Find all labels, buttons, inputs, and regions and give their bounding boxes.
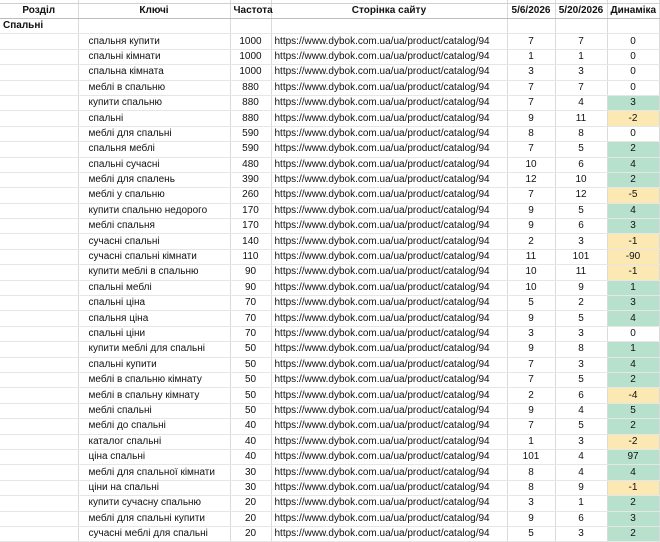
section-cell[interactable] xyxy=(0,265,78,280)
frequency-cell[interactable]: 40 xyxy=(230,419,271,434)
keyword-cell[interactable]: спальні кімнати xyxy=(78,49,230,64)
section-cell[interactable] xyxy=(0,188,78,203)
table-row xyxy=(0,249,659,264)
section-cell[interactable] xyxy=(0,80,78,95)
site-page-cell[interactable]: https://www.dybok.com.ua/ua/product/catalog/94 xyxy=(271,496,507,511)
header-row xyxy=(0,4,659,19)
site-page-cell[interactable]: https://www.dybok.com.ua/ua/product/catalog/94 xyxy=(271,126,507,141)
dynamics-cell[interactable]: 2 xyxy=(607,372,659,387)
table-row xyxy=(0,34,659,49)
table-row xyxy=(0,203,659,218)
dynamics-cell[interactable]: 2 xyxy=(607,419,659,434)
keyword-cell[interactable]: спальні ціна xyxy=(78,296,230,311)
section-cell[interactable] xyxy=(0,234,78,249)
dynamics-cell[interactable]: 4 xyxy=(607,203,659,218)
date-1-position-cell[interactable]: 9 xyxy=(507,511,555,526)
keyword-cell[interactable]: меблі спальні xyxy=(78,403,230,418)
date-2-position-cell[interactable]: 3 xyxy=(555,326,607,341)
section-cell[interactable] xyxy=(0,449,78,464)
section-cell[interactable] xyxy=(0,219,78,234)
date-2-position-cell[interactable]: 8 xyxy=(555,126,607,141)
table-row xyxy=(0,157,659,172)
site-page-cell[interactable]: https://www.dybok.com.ua/ua/product/catalog/94 xyxy=(271,342,507,357)
site-page-cell[interactable]: https://www.dybok.com.ua/ua/product/catalog/94 xyxy=(271,172,507,187)
date-2-position-cell[interactable]: 5 xyxy=(555,372,607,387)
section-cell[interactable] xyxy=(0,311,78,326)
dynamics-cell[interactable]: -1 xyxy=(607,480,659,495)
site-page-cell[interactable]: https://www.dybok.com.ua/ua/product/catalog/94 xyxy=(271,280,507,295)
table-row xyxy=(0,49,659,64)
keyword-cell[interactable]: каталог спальні xyxy=(78,434,230,449)
frequency-cell[interactable]: 70 xyxy=(230,326,271,341)
site-page-cell[interactable]: https://www.dybok.com.ua/ua/product/catalog/94 xyxy=(271,80,507,95)
date-2-position-cell[interactable]: 4 xyxy=(555,95,607,110)
site-page-cell[interactable]: https://www.dybok.com.ua/ua/product/catalog/94 xyxy=(271,219,507,234)
date-2-position-cell[interactable]: 8 xyxy=(555,342,607,357)
section-cell[interactable] xyxy=(0,465,78,480)
site-page-cell[interactable]: https://www.dybok.com.ua/ua/product/catalog/94 xyxy=(271,434,507,449)
dynamics-cell[interactable]: 0 xyxy=(607,65,659,80)
date-2-position-cell[interactable]: 11 xyxy=(555,265,607,280)
header-dynamics[interactable]: Динаміка xyxy=(607,4,659,19)
site-page-cell[interactable]: https://www.dybok.com.ua/ua/product/catalog/94 xyxy=(271,511,507,526)
site-page-cell[interactable]: https://www.dybok.com.ua/ua/product/catalog/94 xyxy=(271,157,507,172)
table-row xyxy=(0,111,659,126)
section-cell[interactable] xyxy=(0,65,78,80)
keyword-cell[interactable]: спальні ціни xyxy=(78,326,230,341)
frequency-cell[interactable]: 590 xyxy=(230,126,271,141)
keyword-cell[interactable]: меблі для спальні xyxy=(78,126,230,141)
date-2-position-cell[interactable]: 10 xyxy=(555,172,607,187)
date-2-position-cell[interactable]: 1 xyxy=(555,496,607,511)
keyword-cell[interactable]: спальня меблі xyxy=(78,142,230,157)
site-page-cell[interactable]: https://www.dybok.com.ua/ua/product/catalog/94 xyxy=(271,357,507,372)
site-page-cell[interactable]: https://www.dybok.com.ua/ua/product/catalog/94 xyxy=(271,142,507,157)
frequency-cell[interactable]: 40 xyxy=(230,434,271,449)
site-page-cell[interactable]: https://www.dybok.com.ua/ua/product/catalog/94 xyxy=(271,403,507,418)
site-page-cell[interactable]: https://www.dybok.com.ua/ua/product/catalog/94 xyxy=(271,65,507,80)
date-1-position-cell[interactable]: 7 xyxy=(507,357,555,372)
date-1-position-cell[interactable]: 3 xyxy=(507,496,555,511)
date-1-position-cell[interactable]: 11 xyxy=(507,249,555,264)
date-2-position-cell[interactable]: 7 xyxy=(555,80,607,95)
section-cell[interactable] xyxy=(0,403,78,418)
keyword-cell[interactable]: купити спальню xyxy=(78,95,230,110)
table-row xyxy=(0,419,659,434)
section-cell[interactable] xyxy=(0,372,78,387)
section-cell[interactable] xyxy=(0,203,78,218)
frequency-cell[interactable]: 880 xyxy=(230,111,271,126)
table-row xyxy=(0,526,659,541)
site-page-cell[interactable]: https://www.dybok.com.ua/ua/product/catalog/94 xyxy=(271,265,507,280)
dynamics-cell[interactable]: 4 xyxy=(607,157,659,172)
frequency-cell[interactable]: 30 xyxy=(230,480,271,495)
date-1-position-cell[interactable]: 3 xyxy=(507,326,555,341)
header-frequency[interactable]: Частота xyxy=(230,4,271,19)
frequency-cell[interactable]: 90 xyxy=(230,280,271,295)
section-label[interactable]: Спальні xyxy=(0,19,78,34)
date-1-position-cell[interactable]: 3 xyxy=(507,65,555,80)
section-cell[interactable] xyxy=(0,111,78,126)
site-page-cell[interactable]: https://www.dybok.com.ua/ua/product/catalog/94 xyxy=(271,188,507,203)
date-2-position-cell[interactable]: 6 xyxy=(555,219,607,234)
section-cell[interactable] xyxy=(0,49,78,64)
frequency-cell[interactable]: 590 xyxy=(230,142,271,157)
keyword-cell[interactable]: спальня купити xyxy=(78,34,230,49)
frequency-cell[interactable]: 110 xyxy=(230,249,271,264)
keyword-cell[interactable]: сучасні спальні кімнати xyxy=(78,249,230,264)
section-cell[interactable] xyxy=(0,480,78,495)
keyword-cell[interactable]: сучасні спальні xyxy=(78,234,230,249)
keyword-cell[interactable]: ціна спальні xyxy=(78,449,230,464)
header-keys[interactable]: Ключі xyxy=(78,4,230,19)
frequency-cell[interactable]: 50 xyxy=(230,372,271,387)
dynamics-cell[interactable]: 2 xyxy=(607,526,659,541)
date-1-position-cell[interactable]: 7 xyxy=(507,419,555,434)
frequency-cell[interactable]: 20 xyxy=(230,511,271,526)
site-page-cell[interactable]: https://www.dybok.com.ua/ua/product/catalog/94 xyxy=(271,203,507,218)
date-2-position-cell[interactable]: 4 xyxy=(555,449,607,464)
date-2-position-cell[interactable]: 5 xyxy=(555,142,607,157)
keyword-cell[interactable]: купити меблі в спальню xyxy=(78,265,230,280)
table-row xyxy=(0,219,659,234)
site-page-cell[interactable]: https://www.dybok.com.ua/ua/product/catalog/94 xyxy=(271,388,507,403)
site-page-cell[interactable]: https://www.dybok.com.ua/ua/product/catalog/94 xyxy=(271,95,507,110)
table-row xyxy=(0,95,659,110)
section-cell[interactable] xyxy=(0,34,78,49)
date-2-position-cell[interactable]: 5 xyxy=(555,203,607,218)
header-site-page[interactable]: Сторінка сайту xyxy=(271,4,507,19)
site-page-cell[interactable]: https://www.dybok.com.ua/ua/product/catalog/94 xyxy=(271,419,507,434)
date-1-position-cell[interactable]: 5 xyxy=(507,296,555,311)
date-2-position-cell[interactable]: 3 xyxy=(555,357,607,372)
keyword-cell[interactable]: меблі в спальню кімнату xyxy=(78,372,230,387)
date-2-position-cell[interactable]: 2 xyxy=(555,296,607,311)
date-1-position-cell[interactable]: 7 xyxy=(507,34,555,49)
keyword-cell[interactable]: купити спальню недорого xyxy=(78,203,230,218)
date-2-position-cell[interactable]: 3 xyxy=(555,434,607,449)
site-page-cell[interactable]: https://www.dybok.com.ua/ua/product/catalog/94 xyxy=(271,249,507,264)
date-2-position-cell[interactable]: 3 xyxy=(555,65,607,80)
dynamics-cell[interactable]: 2 xyxy=(607,142,659,157)
date-1-position-cell[interactable]: 7 xyxy=(507,142,555,157)
date-2-position-cell[interactable]: 4 xyxy=(555,403,607,418)
keyword-cell[interactable]: меблі в спальню xyxy=(78,80,230,95)
dynamics-cell[interactable]: -90 xyxy=(607,249,659,264)
section-cell[interactable] xyxy=(0,95,78,110)
section-cell[interactable] xyxy=(0,172,78,187)
date-2-position-cell[interactable]: 3 xyxy=(555,526,607,541)
table-row xyxy=(0,142,659,157)
frequency-cell[interactable]: 260 xyxy=(230,188,271,203)
frequency-cell[interactable]: 90 xyxy=(230,265,271,280)
section-cell[interactable] xyxy=(0,249,78,264)
section-cell[interactable] xyxy=(0,526,78,541)
header-date-2[interactable]: 5/20/2026 xyxy=(555,4,607,19)
section-cell[interactable] xyxy=(0,388,78,403)
table-row xyxy=(0,234,659,249)
section-cell[interactable] xyxy=(0,496,78,511)
table-row xyxy=(0,80,659,95)
date-1-position-cell[interactable]: 8 xyxy=(507,465,555,480)
frequency-cell[interactable]: 20 xyxy=(230,496,271,511)
dynamics-cell[interactable]: -1 xyxy=(607,234,659,249)
frequency-cell[interactable]: 40 xyxy=(230,449,271,464)
site-page-cell[interactable]: https://www.dybok.com.ua/ua/product/catalog/94 xyxy=(271,449,507,464)
keyword-cell[interactable]: меблі для спалень xyxy=(78,172,230,187)
date-1-position-cell[interactable]: 10 xyxy=(507,265,555,280)
keyword-cell[interactable]: спальна кімната xyxy=(78,65,230,80)
keyword-cell[interactable]: спальні сучасні xyxy=(78,157,230,172)
date-1-position-cell[interactable]: 1 xyxy=(507,434,555,449)
table-row xyxy=(0,342,659,357)
keyword-cell[interactable]: меблі до спальні xyxy=(78,419,230,434)
site-page-cell[interactable]: https://www.dybok.com.ua/ua/product/catalog/94 xyxy=(271,111,507,126)
table-row xyxy=(0,511,659,526)
table-row xyxy=(0,388,659,403)
section-cell[interactable] xyxy=(0,326,78,341)
dynamics-cell[interactable]: 0 xyxy=(607,126,659,141)
keyword-cell[interactable]: меблі для спальні купити xyxy=(78,511,230,526)
keyword-cell[interactable]: меблі для спальної кімнати xyxy=(78,465,230,480)
site-page-cell[interactable]: https://www.dybok.com.ua/ua/product/catalog/94 xyxy=(271,465,507,480)
date-2-position-cell[interactable]: 6 xyxy=(555,511,607,526)
table-row xyxy=(0,296,659,311)
date-2-position-cell[interactable]: 6 xyxy=(555,157,607,172)
table-row xyxy=(0,357,659,372)
dynamics-cell[interactable]: 1 xyxy=(607,342,659,357)
date-1-position-cell[interactable]: 101 xyxy=(507,449,555,464)
section-cell[interactable] xyxy=(0,342,78,357)
site-page-cell[interactable]: https://www.dybok.com.ua/ua/product/catalog/94 xyxy=(271,296,507,311)
dynamics-cell[interactable]: -1 xyxy=(607,265,659,280)
table-row xyxy=(0,188,659,203)
table-row xyxy=(0,265,659,280)
site-page-cell[interactable]: https://www.dybok.com.ua/ua/product/catalog/94 xyxy=(271,234,507,249)
frequency-cell[interactable]: 880 xyxy=(230,80,271,95)
keyword-cell[interactable]: сучасні меблі для спальні xyxy=(78,526,230,541)
dynamics-cell[interactable]: 3 xyxy=(607,511,659,526)
dynamics-cell[interactable]: -4 xyxy=(607,388,659,403)
dynamics-cell[interactable]: 3 xyxy=(607,296,659,311)
dynamics-cell[interactable]: 3 xyxy=(607,219,659,234)
keyword-cell[interactable]: меблі у спальню xyxy=(78,188,230,203)
frequency-cell[interactable]: 50 xyxy=(230,357,271,372)
date-1-position-cell[interactable]: 7 xyxy=(507,95,555,110)
frequency-cell[interactable]: 50 xyxy=(230,388,271,403)
date-2-position-cell[interactable]: 4 xyxy=(555,465,607,480)
date-2-position-cell[interactable]: 1 xyxy=(555,49,607,64)
keyword-cell[interactable]: купити сучасну спальню xyxy=(78,496,230,511)
frequency-cell[interactable]: 170 xyxy=(230,203,271,218)
dynamics-cell[interactable]: 0 xyxy=(607,34,659,49)
frequency-cell[interactable]: 70 xyxy=(230,311,271,326)
frequency-cell[interactable]: 50 xyxy=(230,342,271,357)
dynamics-cell[interactable]: 4 xyxy=(607,311,659,326)
date-1-position-cell[interactable]: 8 xyxy=(507,126,555,141)
keyword-cell[interactable]: меблі спальня xyxy=(78,219,230,234)
date-1-position-cell[interactable]: 9 xyxy=(507,403,555,418)
dynamics-cell[interactable]: 0 xyxy=(607,80,659,95)
section-cell[interactable] xyxy=(0,434,78,449)
section-cell[interactable] xyxy=(0,126,78,141)
section-cell[interactable] xyxy=(0,419,78,434)
table-row xyxy=(0,172,659,187)
table-row xyxy=(0,465,659,480)
keyword-cell[interactable]: спальні xyxy=(78,111,230,126)
date-1-position-cell[interactable]: 7 xyxy=(507,80,555,95)
frequency-cell[interactable]: 480 xyxy=(230,157,271,172)
date-1-position-cell[interactable]: 9 xyxy=(507,111,555,126)
date-2-position-cell[interactable]: 7 xyxy=(555,34,607,49)
frequency-cell[interactable]: 50 xyxy=(230,403,271,418)
dynamics-cell[interactable]: 5 xyxy=(607,403,659,418)
date-1-position-cell[interactable]: 7 xyxy=(507,372,555,387)
frequency-cell[interactable]: 70 xyxy=(230,296,271,311)
site-page-cell[interactable]: https://www.dybok.com.ua/ua/product/catalog/94 xyxy=(271,526,507,541)
frequency-cell[interactable]: 390 xyxy=(230,172,271,187)
date-2-position-cell[interactable]: 5 xyxy=(555,419,607,434)
site-page-cell[interactable]: https://www.dybok.com.ua/ua/product/catalog/94 xyxy=(271,372,507,387)
section-cell[interactable] xyxy=(0,142,78,157)
frequency-cell[interactable]: 140 xyxy=(230,234,271,249)
date-2-position-cell[interactable]: 6 xyxy=(555,388,607,403)
table-row xyxy=(0,65,659,80)
site-page-cell[interactable]: https://www.dybok.com.ua/ua/product/catalog/94 xyxy=(271,34,507,49)
date-2-position-cell[interactable]: 5 xyxy=(555,311,607,326)
dynamics-cell[interactable]: 4 xyxy=(607,465,659,480)
date-1-position-cell[interactable]: 1 xyxy=(507,49,555,64)
site-page-cell[interactable]: https://www.dybok.com.ua/ua/product/catalog/94 xyxy=(271,49,507,64)
dynamics-cell[interactable]: -2 xyxy=(607,111,659,126)
date-1-position-cell[interactable]: 2 xyxy=(507,388,555,403)
date-2-position-cell[interactable]: 101 xyxy=(555,249,607,264)
date-1-position-cell[interactable]: 10 xyxy=(507,280,555,295)
section-cell[interactable] xyxy=(0,357,78,372)
date-2-position-cell[interactable]: 9 xyxy=(555,280,607,295)
date-2-position-cell[interactable]: 9 xyxy=(555,480,607,495)
dynamics-cell[interactable]: 4 xyxy=(607,357,659,372)
keyword-cell[interactable]: ціни на спальні xyxy=(78,480,230,495)
dynamics-cell[interactable]: 2 xyxy=(607,172,659,187)
table-row xyxy=(0,403,659,418)
site-page-cell[interactable]: https://www.dybok.com.ua/ua/product/catalog/94 xyxy=(271,480,507,495)
frequency-cell[interactable]: 170 xyxy=(230,219,271,234)
frequency-cell[interactable]: 1000 xyxy=(230,65,271,80)
header-section[interactable]: Розділ xyxy=(0,4,78,19)
table-row xyxy=(0,126,659,141)
table-row xyxy=(0,372,659,387)
dynamics-cell[interactable]: -5 xyxy=(607,188,659,203)
date-1-position-cell[interactable]: 9 xyxy=(507,219,555,234)
keyword-cell[interactable]: купити меблі для спальні xyxy=(78,342,230,357)
date-1-position-cell[interactable]: 2 xyxy=(507,234,555,249)
section-cell[interactable] xyxy=(0,157,78,172)
dynamics-cell[interactable]: 1 xyxy=(607,280,659,295)
date-1-position-cell[interactable]: 8 xyxy=(507,480,555,495)
date-1-position-cell[interactable]: 9 xyxy=(507,342,555,357)
keyword-cell[interactable]: спальні меблі xyxy=(78,280,230,295)
frequency-cell[interactable]: 30 xyxy=(230,465,271,480)
date-2-position-cell[interactable]: 12 xyxy=(555,188,607,203)
date-1-position-cell[interactable]: 9 xyxy=(507,311,555,326)
dynamics-cell[interactable]: 0 xyxy=(607,326,659,341)
table-row xyxy=(0,496,659,511)
section-cell[interactable] xyxy=(0,296,78,311)
keyword-cell[interactable]: спальні купити xyxy=(78,357,230,372)
table-row xyxy=(0,311,659,326)
header-date-1[interactable]: 5/6/2026 xyxy=(507,4,555,19)
table-row xyxy=(0,480,659,495)
date-1-position-cell[interactable]: 5 xyxy=(507,526,555,541)
frequency-cell[interactable]: 880 xyxy=(230,95,271,110)
date-1-position-cell[interactable]: 9 xyxy=(507,203,555,218)
section-cell[interactable] xyxy=(0,511,78,526)
frequency-cell[interactable]: 1000 xyxy=(230,34,271,49)
section-cell[interactable] xyxy=(0,280,78,295)
site-page-cell[interactable]: https://www.dybok.com.ua/ua/product/catalog/94 xyxy=(271,326,507,341)
dynamics-cell[interactable]: -2 xyxy=(607,434,659,449)
table-row xyxy=(0,326,659,341)
date-1-position-cell[interactable]: 7 xyxy=(507,188,555,203)
date-1-position-cell[interactable]: 12 xyxy=(507,172,555,187)
site-page-cell[interactable]: https://www.dybok.com.ua/ua/product/catalog/94 xyxy=(271,311,507,326)
dynamics-cell[interactable]: 97 xyxy=(607,449,659,464)
date-2-position-cell[interactable]: 3 xyxy=(555,234,607,249)
section-row xyxy=(0,19,659,34)
keyword-cell[interactable]: меблі в спальну кімнату xyxy=(78,388,230,403)
keyword-cell[interactable]: спальня ціна xyxy=(78,311,230,326)
table-row xyxy=(0,280,659,295)
table-row xyxy=(0,449,659,464)
frequency-cell[interactable]: 20 xyxy=(230,526,271,541)
date-2-position-cell[interactable]: 11 xyxy=(555,111,607,126)
dynamics-cell[interactable]: 0 xyxy=(607,49,659,64)
dynamics-cell[interactable]: 2 xyxy=(607,496,659,511)
frequency-cell[interactable]: 1000 xyxy=(230,49,271,64)
table-row xyxy=(0,434,659,449)
dynamics-cell[interactable]: 3 xyxy=(607,95,659,110)
date-1-position-cell[interactable]: 10 xyxy=(507,157,555,172)
